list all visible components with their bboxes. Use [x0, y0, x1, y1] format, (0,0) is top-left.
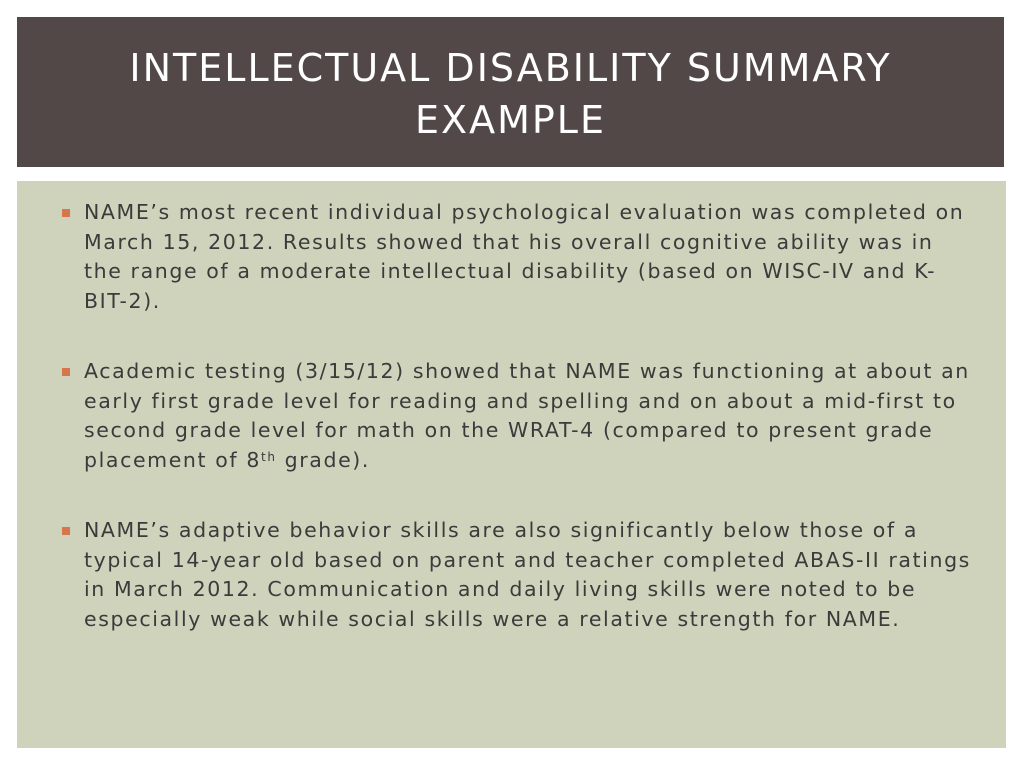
bullet-text: NAME’s most recent individual psychological evaluation was completed on March 15, 2012. Results showed that his overall cognitive ability was in the range of a moderate intellectual disability (based on WISC-IV and K-BIT-2).: [84, 200, 965, 313]
bullet-item-academic-testing: [77, 357, 977, 475]
square-bullet-icon: [62, 368, 70, 376]
bullet-text-part: Academic testing (3/15/12) showed that NAME was functioning at about an early first grade level for reading and spelling and on about a mid-first to second grade level for math on the WRAT-4 (compared to present grade placement of 8: [84, 359, 970, 472]
square-bullet-icon: [62, 209, 70, 217]
bullet-text: NAME’s adaptive behavior skills are also significantly below those of a typical 14-year old based on parent and teacher completed ABAS-II ratings in March 2012. Communication and daily living skills were noted to be especially weak while social skills were a relative strength for NAME.: [84, 518, 971, 631]
ordinal-superscript: th: [261, 449, 277, 464]
bullet-list: [77, 198, 977, 675]
bullet-text-part: grade).: [276, 447, 370, 472]
title-bar: [17, 17, 1004, 167]
square-bullet-icon: [62, 527, 70, 535]
slide-title: INTELLECTUAL DISABILITY SUMMARY EXAMPLE: [129, 46, 892, 142]
bullet-item-adaptive-behavior: [77, 516, 977, 634]
bullet-item-evaluation: [77, 198, 977, 316]
content-box: [17, 181, 1006, 748]
